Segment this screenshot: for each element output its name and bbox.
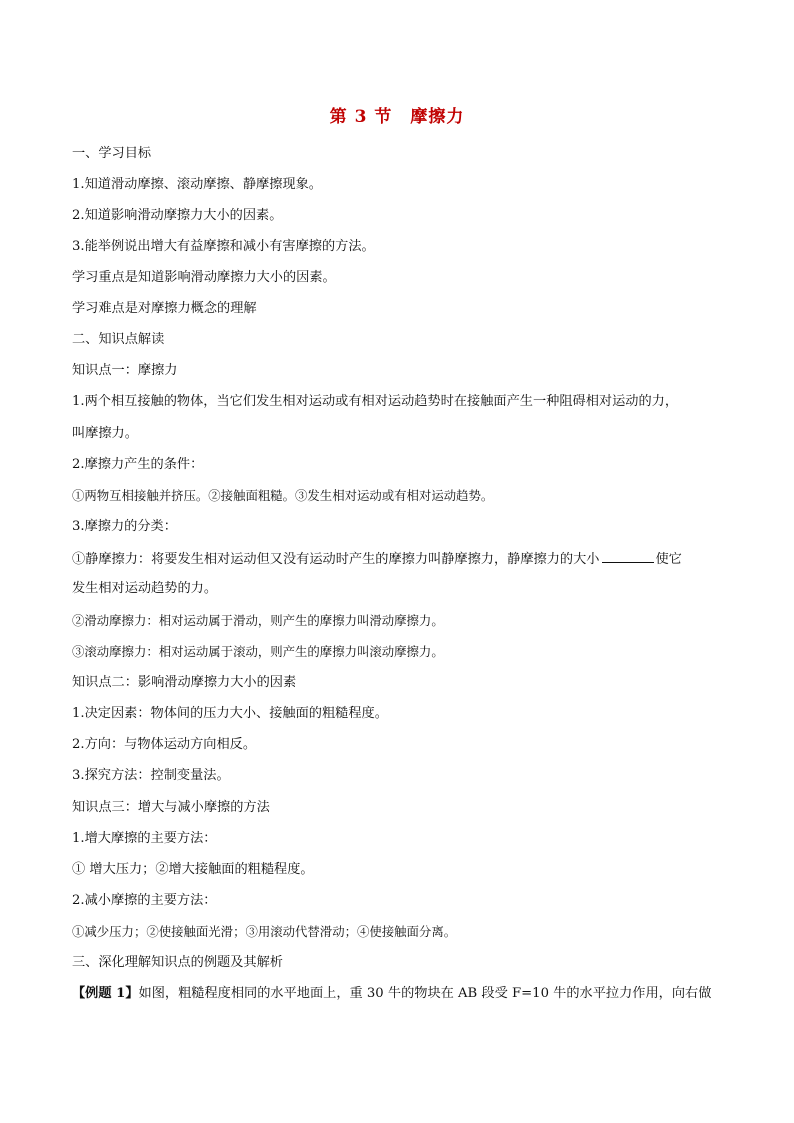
example1-text: 如图，粗糙程度相同的水平地面上，重 30 牛的物块在 AB 段受 F=10 牛的水平拉力作用，向右做 — [138, 986, 712, 1001]
page-title: 第 3 节 摩擦力 — [329, 107, 465, 127]
kp1-item3: 3.摩擦力的分类： — [72, 519, 177, 534]
section-heading-learning-goals: 一、学习目标 — [72, 146, 152, 161]
difficulty-text: 学习难点是对摩擦力概念的理解 — [72, 301, 257, 316]
example1-line — [72, 985, 732, 1003]
key-point-text: 学习重点是知道影响滑动摩擦力大小的因素。 — [72, 270, 336, 285]
section-heading-knowledge: 二、知识点解读 — [72, 332, 165, 347]
kp1-item2-detail: ①两物互相接触并挤压。②接触面粗糙。③发生相对运动或有相对运动趋势。 — [72, 488, 494, 503]
fill-in-blank[interactable] — [602, 549, 654, 563]
learning-goal-1: 1.知道滑动摩擦、滚动摩擦、静摩擦现象。 — [72, 177, 322, 192]
kp1-static-friction-line1 — [72, 549, 732, 569]
learning-goal-2: 2.知道影响滑动摩擦力大小的因素。 — [72, 208, 283, 223]
kp2-item2: 2.方向：与物体运动方向相反。 — [72, 737, 257, 752]
kp3-item1-detail: ① 增大压力；②增大接触面的粗糙程度。 — [72, 862, 314, 877]
kp2-item3: 3.探究方法：控制变量法。 — [72, 768, 230, 783]
kp3-heading: 知识点三：增大与减小摩擦的方法 — [72, 800, 270, 815]
kp1-item2: 2.摩擦力产生的条件： — [72, 457, 204, 472]
kp3-item2: 2.减小摩擦的主要方法： — [72, 893, 217, 908]
example1-label: 【例题 1】 — [72, 986, 139, 1001]
static-friction-text-a: ①静摩擦力：将要发生相对运动但又没有运动时产生的摩擦力叫静摩擦力，静摩擦力的大小 — [72, 552, 600, 567]
kp3-item1: 1.增大摩擦的主要方法： — [72, 831, 217, 846]
kp1-item1-line1: 1.两个相互接触的物体，当它们发生相对运动或有相对运动趋势时在接触面产生一种阻碍相对运动的力， — [72, 394, 679, 409]
kp2-item1: 1.决定因素：物体间的压力大小、接触面的粗糙程度。 — [72, 706, 388, 721]
kp3-item2-detail: ①减少压力；②使接触面光滑；③用滚动代替滑动；④使接触面分离。 — [72, 924, 457, 939]
static-friction-text-b: 使它 — [655, 552, 682, 567]
kp1-static-friction-line2: 发生相对运动趋势的力。 — [72, 581, 218, 596]
learning-goal-3: 3.能举例说出增大有益摩擦和减小有害摩擦的方法。 — [72, 239, 375, 254]
kp1-heading: 知识点一：摩擦力 — [72, 363, 178, 378]
kp1-item1-line2: 叫摩擦力。 — [72, 426, 138, 441]
section-heading-examples: 三、深化理解知识点的例题及其解析 — [72, 955, 283, 970]
kp1-rolling-friction: ③滚动摩擦力：相对运动属于滚动，则产生的摩擦力叫滚动摩擦力。 — [72, 644, 444, 659]
kp2-heading: 知识点二：影响滑动摩擦力大小的因素 — [72, 675, 297, 690]
kp1-sliding-friction: ②滑动摩擦力：相对运动属于滑动，则产生的摩擦力叫滑动摩擦力。 — [72, 613, 444, 628]
